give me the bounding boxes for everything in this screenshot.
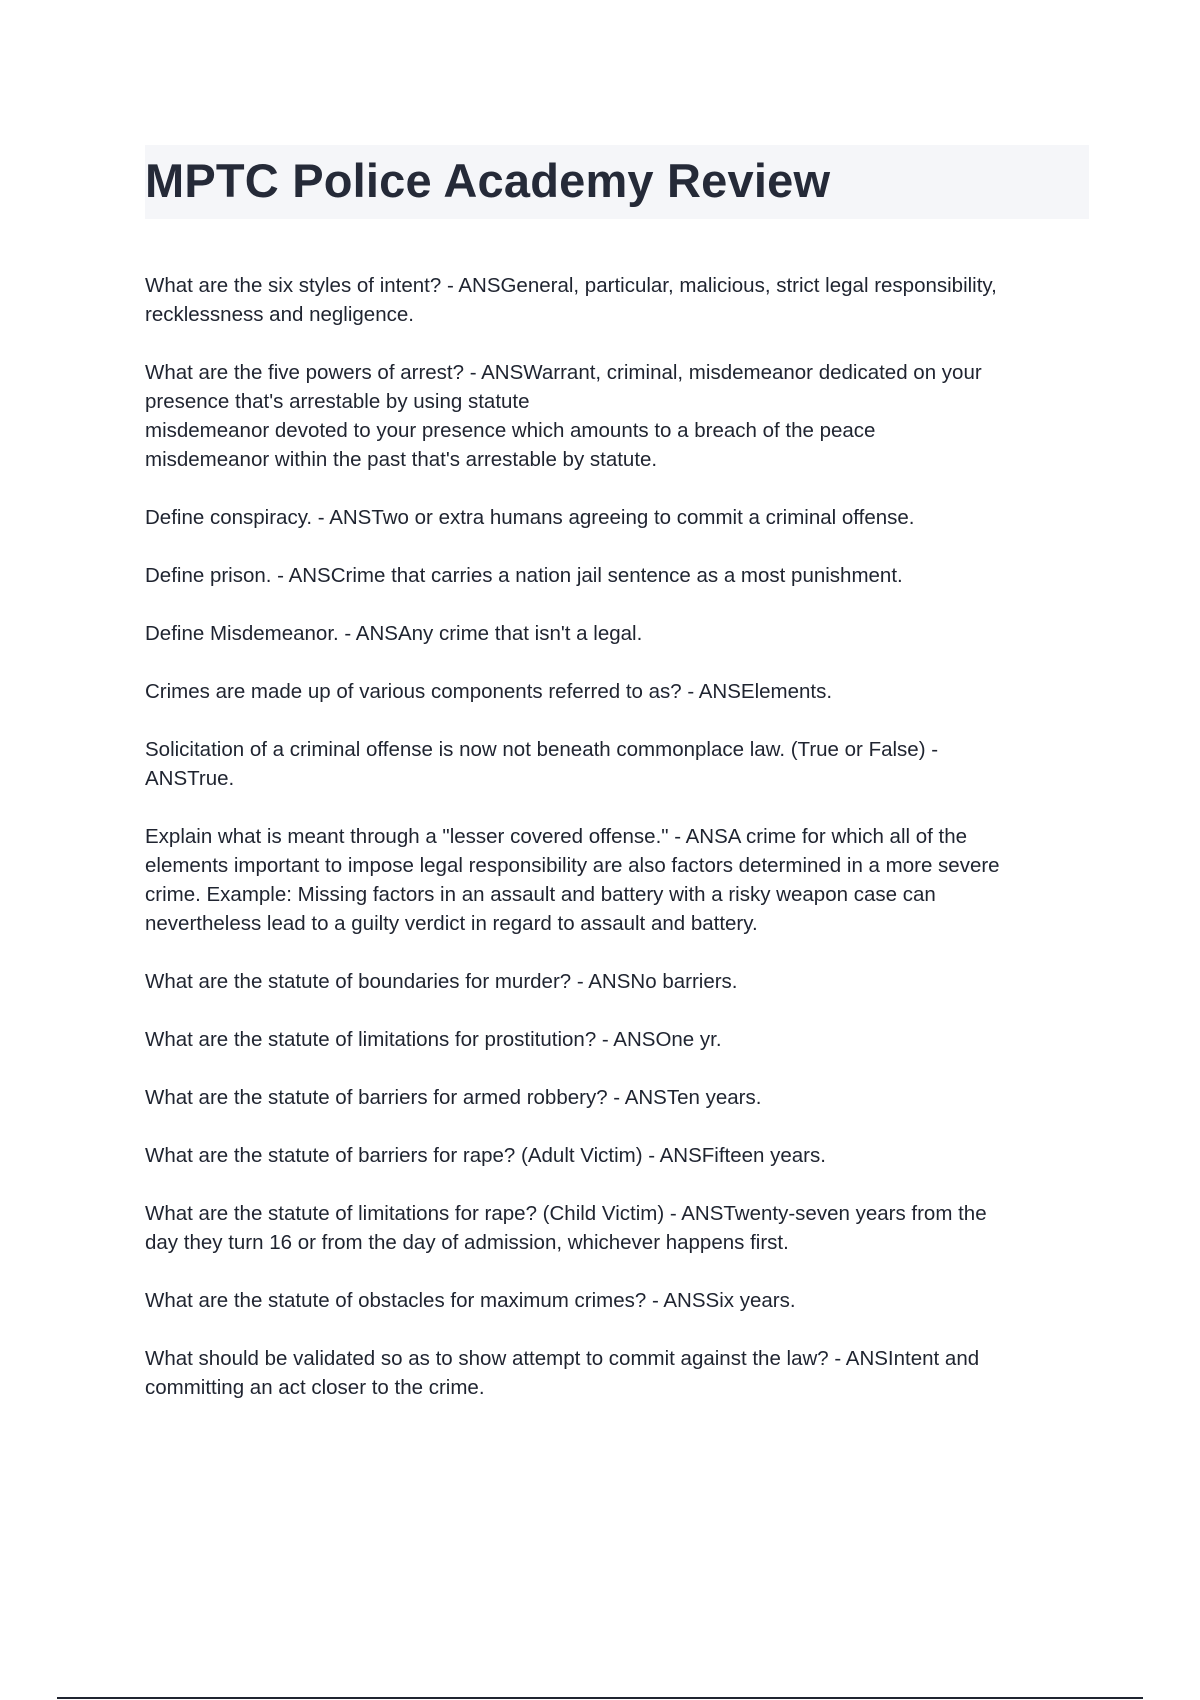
qa-item	[145, 503, 1085, 532]
qa-item	[145, 358, 1085, 474]
qa-item	[145, 619, 1085, 648]
qa-item	[145, 1344, 1085, 1402]
qa-line: What are the six styles of intent? - ANSGeneral, particular, malicious, strict legal responsibility,	[145, 274, 997, 297]
qa-item	[145, 271, 1085, 329]
footer-divider	[57, 1697, 1143, 1699]
qa-item	[145, 735, 1085, 793]
qa-item	[145, 561, 1085, 590]
page-title: MPTC Police Academy Review	[145, 154, 831, 207]
qa-line: day they turn 16 or from the day of admission, whichever happens first.	[145, 1231, 789, 1254]
qa-item	[145, 1199, 1085, 1257]
qa-item	[145, 1025, 1085, 1054]
qa-line: crime. Example: Missing factors in an assault and battery with a risky weapon case can	[145, 883, 936, 906]
qa-item	[145, 1286, 1085, 1315]
qa-line: Define Misdemeanor. - ANSAny crime that isn't a legal.	[145, 622, 643, 645]
qa-line: misdemeanor within the past that's arrestable by statute.	[145, 448, 658, 471]
qa-line: What are the statute of obstacles for maximum crimes? - ANSSix years.	[145, 1289, 796, 1312]
qa-line: What should be validated so as to show attempt to commit against the law? - ANSIntent and	[145, 1347, 980, 1370]
qa-line: Solicitation of a criminal offense is now not beneath commonplace law. (True or False) -	[145, 738, 939, 761]
qa-item	[145, 677, 1085, 706]
qa-line: Define prison. - ANSCrime that carries a nation jail sentence as a most punishment.	[145, 564, 903, 587]
qa-line: recklessness and negligence.	[145, 303, 414, 326]
qa-line: ANSTrue.	[145, 767, 235, 790]
qa-item	[145, 1141, 1085, 1170]
qa-line: What are the statute of barriers for armed robbery? - ANSTen years.	[145, 1086, 762, 1109]
qa-line: Define conspiracy. - ANSTwo or extra humans agreeing to commit a criminal offense.	[145, 506, 915, 529]
qa-line: Crimes are made up of various components referred to as? - ANSElements.	[145, 680, 833, 703]
qa-line: Explain what is meant through a "lesser covered offense." - ANSA crime for which all of the	[145, 825, 968, 848]
qa-line: What are the five powers of arrest? - ANSWarrant, criminal, misdemeanor dedicated on your	[145, 361, 982, 384]
qa-item	[145, 1083, 1085, 1112]
qa-line: presence that's arrestable by using statute	[145, 390, 530, 413]
qa-line: committing an act closer to the crime.	[145, 1376, 485, 1399]
qa-line: nevertheless lead to a guilty verdict in regard to assault and battery.	[145, 912, 758, 935]
qa-line: What are the statute of barriers for rape? (Adult Victim) - ANSFifteen years.	[145, 1144, 826, 1167]
qa-item	[145, 967, 1085, 996]
qa-line: What are the statute of boundaries for murder? - ANSNo barriers.	[145, 970, 738, 993]
qa-line: elements important to impose legal responsibility are also factors determined in a more severe	[145, 854, 1000, 877]
qa-item	[145, 822, 1085, 938]
title-banner	[145, 145, 1089, 219]
qa-list	[145, 271, 1085, 1431]
qa-line: What are the statute of limitations for prostitution? - ANSOne yr.	[145, 1028, 722, 1051]
qa-line: misdemeanor devoted to your presence which amounts to a breach of the peace	[145, 419, 876, 442]
qa-line: What are the statute of limitations for rape? (Child Victim) - ANSTwenty-seven years from the	[145, 1202, 987, 1225]
